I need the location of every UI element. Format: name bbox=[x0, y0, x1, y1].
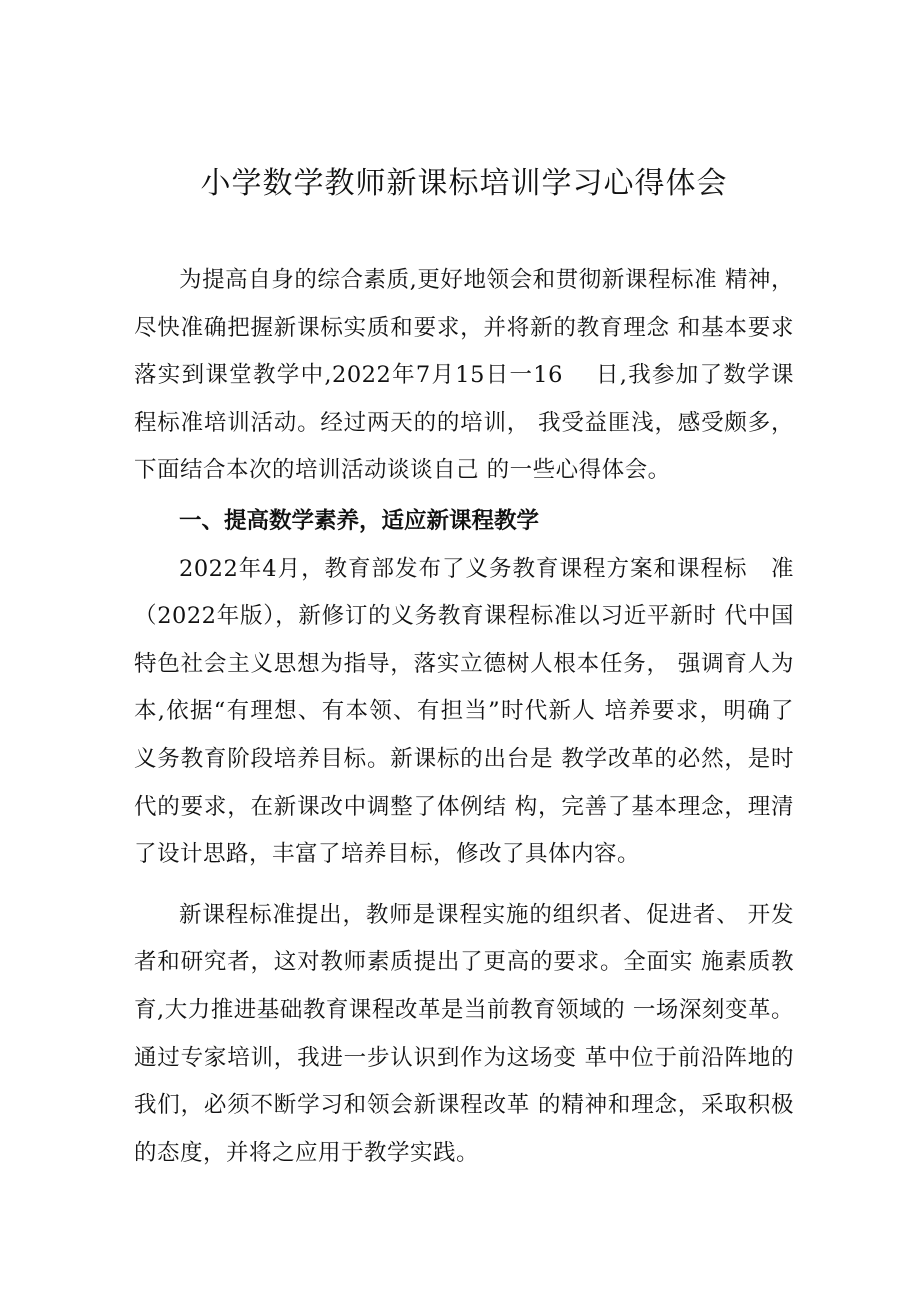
body-paragraph-2: 新课程标准提出，教师是课程实施的组织者、促进者、 开发者和研究者，这对教师素质提出了更高的要求。全面实 施素质教育,大力推进基础教育课程改革是当前教育领域的 一场深刻变革。通过专家培训，我进一步认识到作为这场变 革中位于前沿阵地的我们，必须不断学习和领会新课程改革 的精神和理念，采取积极的态度，并将之应用于教学实践。 bbox=[134, 901, 794, 1166]
section-heading-1: 一、提高数学素养，适应新课程教学 bbox=[179, 507, 540, 534]
intro-paragraph: 为提高自身的综合素质,更好地领会和贯彻新课程标准 精神，尽快准确把握新课标实质和要求，并将新的教育理念 和基本要求落实到课堂教学中,2022年7月15日一16 日,我参加了数学课程标准培训活动。经过两天的的培训， 我受益匪浅，感受颇多，下面结合本次的培训活动谈谈自己 的一些心得体会。 bbox=[134, 267, 794, 484]
document-body bbox=[134, 257, 794, 1177]
body-paragraph-1: 2022年4月，教育部发布了义务教育课程方案和课程标 准（2022年版），新修订的义务教育课程标准以习近平新时 代中国特色社会主义思想为指导，落实立德树人根本任务， 强调育人为本,依据“有理想、有本领、有担当”时代新人 培养要求，明确了义务教育阶段培养目标。新课标的出台是 教学改革的必然，是时代的要求，在新课改中调整了体例结 构，完善了基本理念，理清了设计思路，丰富了培养目标，修改了具体内容。 bbox=[134, 555, 794, 868]
document-title: 小学数学教师新课标培训学习心得体会 bbox=[200, 166, 728, 201]
